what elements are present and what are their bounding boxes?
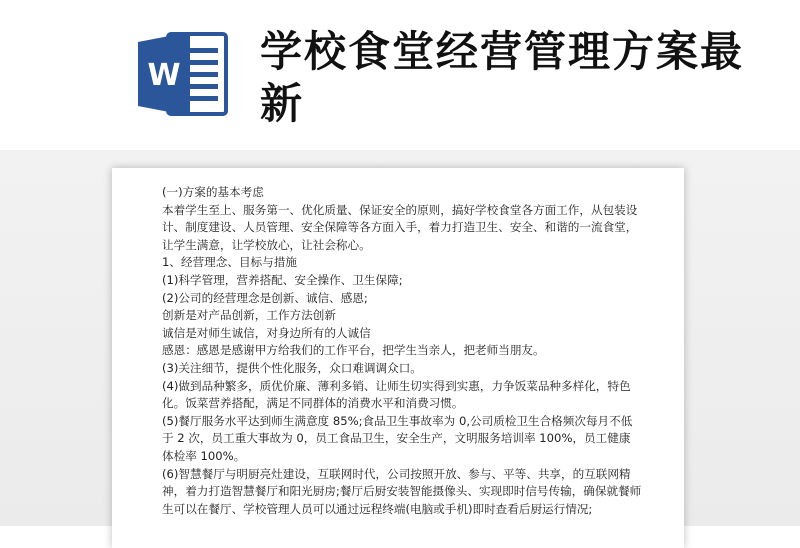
paragraph: (5)餐厅服务水平达到师生满意度 85%;食品卫生事故率为 0,公司质检卫生合格频次每月不低于 2 次，员工重大事故为 0，员工食品卫生，安全生产，文明服务培训率 100%，员工健康体检率 100%。 bbox=[162, 413, 633, 463]
paragraph: (3)关注细节，提供个性化服务，众口难调调众口。 bbox=[162, 360, 422, 375]
paragraph: (2)公司的经营理念是创新、诚信、感恩; bbox=[162, 290, 368, 305]
paragraph: 1、经营理念、目标与措施 bbox=[162, 255, 297, 270]
paragraph: (一)方案的基本考虑 bbox=[162, 185, 264, 199]
paragraph: (4)做到品种繁多，质优价廉、薄利多销、让师生切实得到实惠，力争饭菜品种多样化，特色化。饭菜营养搭配，满足不同群体的消费水平和消费习惯。 bbox=[162, 378, 631, 411]
header bbox=[0, 0, 800, 150]
paragraph: 本着学生至上、服务第一、优化质量、保证安全的原则，搞好学校食堂各方面工作，从包装设计、制度建设、人员管理、安全保障等各方面入手，着力打造卫生、安全、和谐的一流食堂，让学生满意，让学校放心，让社会称心。 bbox=[162, 202, 638, 252]
document-body bbox=[162, 184, 642, 518]
page-title: 学校食堂经营管理方案最新 bbox=[260, 27, 745, 128]
word-letter: W bbox=[147, 58, 181, 93]
paragraph: 诚信是对师生诚信，对身边所有的人诚信 bbox=[162, 325, 371, 340]
word-document-icon bbox=[134, 28, 230, 120]
paragraph: 创新是对产品创新，工作方法创新 bbox=[162, 308, 336, 323]
paragraph: 感恩：感恩是感谢甲方给我们的工作平台，把学生当亲人，把老师当朋友。 bbox=[162, 343, 545, 358]
paragraph: (6)智慧餐厅与明厨亮灶建设，互联网时代，公司按照开放、参与、平等、共享，的互联网精神，着力打造智慧餐厅和阳光厨房;餐厅后厨安装智能摄像头、实现即时信号传输，确保就餐师生可以在餐厅、学校管理人员可以通过远程终端(电脑或手机)即时查看后厨运行情况; bbox=[162, 466, 642, 516]
document-page bbox=[112, 168, 684, 548]
paragraph: (1)科学管理，营养搭配、安全操作、卫生保障; bbox=[162, 272, 403, 287]
